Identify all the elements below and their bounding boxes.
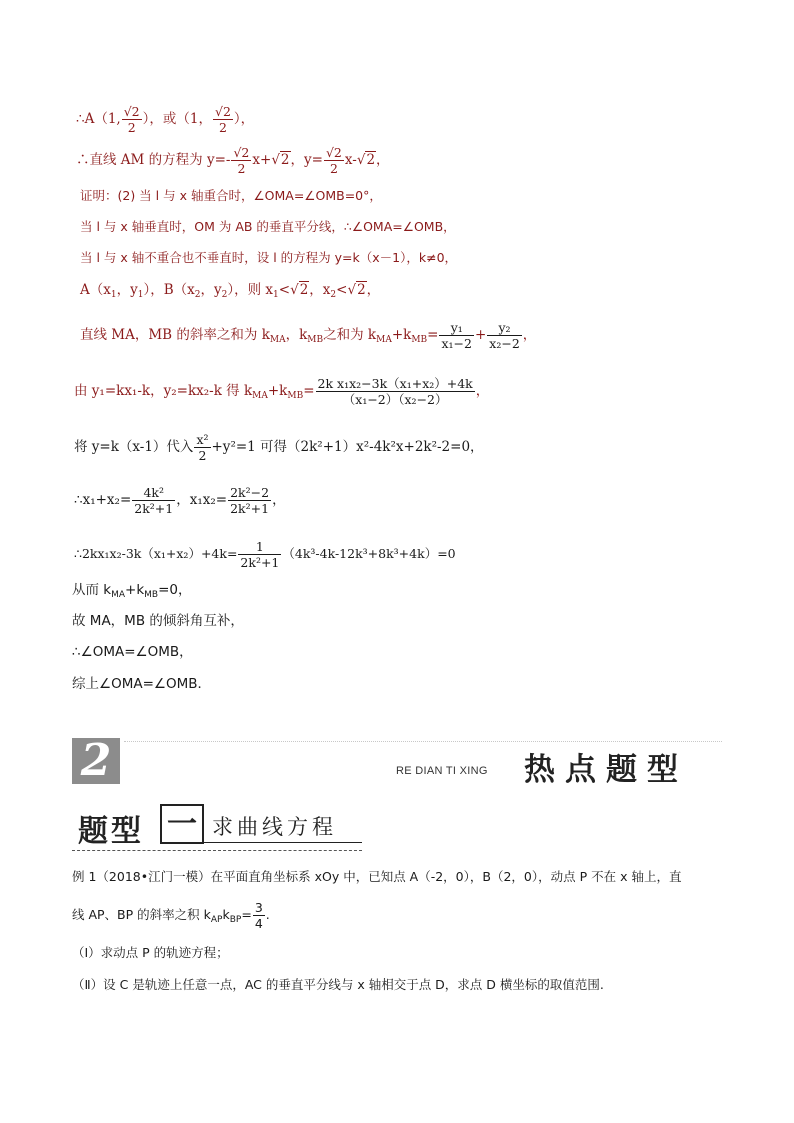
solution-line-5: 当 l 与 x 轴不重合也不垂直时，设 l 的方程为 y=k（x－1），k≠0， (80, 250, 458, 265)
solution-line-7: 直线 MA，MB 的斜率之和为 $k_{MA}$，$k_{MB}$之和为 $k_{MA}+k_{MB}=$ $\frac{\text{y₁}}{\text{x₁−2}}$ + $\frac{\text{y₂}}{\text{x₂−2}}$ ， (80, 320, 537, 351)
type-heading-prefix: 题型 (78, 814, 144, 849)
solution-line-11: ∴2kx₁x₂-3k（x₁+x₂）+4k= $\frac{1}{\text{2k²+1}}$ （4k³-4k-12k³+8k³+4k）=0 (74, 539, 456, 570)
fraction: $\frac{3}{4}$ (254, 900, 263, 931)
solution-line-2: ∴直线 AM 的方程为 y=- $\frac{√2}{2}$ x+√2，y= $\frac{√2}{2}$ x-√2， (76, 145, 390, 176)
fraction: $\frac{√2}{2}$ (123, 104, 140, 135)
fraction: $\frac{\text{4k²}}{\text{2k²+1}}$ (134, 485, 174, 516)
type-heading-title: 求曲线方程 (212, 815, 337, 839)
solution-line-4: 当 l 与 x 轴垂直时，OM 为 AB 的垂直平分线，∴∠OMA=∠OMB， (80, 219, 456, 234)
type-heading-underline (204, 842, 362, 843)
type-heading-dashed-rule (72, 850, 362, 851)
solution-line-10: ∴x₁+x₂= $\frac{\text{4k²}}{\text{2k²+1}}$ ，x₁x₂= $\frac{\text{2k²−2}}{\text{2k²+1}}$ ， (74, 485, 286, 516)
sqrt: √2 (356, 152, 376, 168)
fraction: $\frac{\text{x²}}{2}$ (196, 432, 209, 463)
fraction: $\frac{1}{\text{2k²+1}}$ (240, 539, 280, 570)
example-line-2: 线 AP、BP 的斜率之积 $k_{AP}k_{BP}=$ $\frac{3}{4}$ . (72, 900, 270, 931)
type-heading-number-box: 一 (160, 804, 204, 844)
solution-line-15: 综上∠OMA=∠OMB． (72, 676, 212, 692)
section-number-badge: 2 (72, 738, 120, 784)
example-line-1: 例 1（2018•江门一模）在平面直角坐标系 xOy 中，已知点 A（-2，0），B（2，0），动点 P 不在 x 轴上，直 (72, 869, 682, 884)
fraction: $\frac{√2}{2}$ (325, 145, 342, 176)
solution-line-1: ∴A（1, $\frac{√2}{2}$ ），或（1， $\frac{√2}{2}$ ）， (76, 104, 255, 135)
banner-pinyin: RE DIAN TI XING (396, 765, 488, 777)
fraction: $\frac{\text{y₂}}{\text{x₂−2}}$ (489, 320, 520, 351)
sqrt: √2 (347, 282, 366, 298)
question-1: （Ⅰ）求动点 P 的轨迹方程； (72, 945, 229, 960)
fraction: $\frac{√2}{2}$ (214, 104, 231, 135)
fraction: $\frac{√2}{2}$ (233, 145, 250, 176)
sqrt: √2 (271, 152, 290, 168)
solution-line-9: 将 y=k（x-1）代入 $\frac{\text{x²}}{2}$ +y²=1 可得（2k²+1）x²-4k²x+2k²-2=0， (74, 432, 484, 463)
banner-title: 热点题型 (524, 752, 688, 788)
sqrt: √2 (290, 282, 309, 298)
fraction: $\frac{\text{y₁}}{\text{x₁−2}}$ (441, 320, 472, 351)
solution-line-6: $A(x_1$，$y_1$），$B(x_2$，$y_2$），则 $x_1<√2$，$x_2<√2$， (80, 282, 381, 300)
solution-line-12: 从而 $k_{MA}+k_{MB}=0$， (72, 582, 192, 600)
solution-line-3: 证明：(2) 当 l 与 x 轴重合时，∠OMA=∠OMB=0°， (80, 188, 382, 203)
solution-line-8: 由 y₁=kx₁-k，y₂=kx₂-k 得 $k_{MA}+k_{MB}=$ $\frac{\text{2k x₁x₂−3k（x₁+x₂）+4k}}{\text{（x₁−2）（x₂−2）}}$ ， (74, 376, 490, 407)
fraction: $\frac{\text{2k x₁x₂−3k（x₁+x₂）+4k}}{\text{（x₁−2）（x₂−2）}}$ (317, 376, 473, 407)
solution-line-13: 故 MA，MB 的倾斜角互补， (72, 613, 244, 629)
solution-line-14: ∴∠OMA=∠OMB， (72, 644, 193, 660)
banner-divider (124, 741, 722, 742)
fraction: $\frac{\text{2k²−2}}{\text{2k²+1}}$ (230, 485, 270, 516)
question-2: （Ⅱ）设 C 是轨迹上任意一点，AC 的垂直平分线与 x 轴相交于点 D，求点 D 横坐标的取值范围. (72, 977, 604, 992)
